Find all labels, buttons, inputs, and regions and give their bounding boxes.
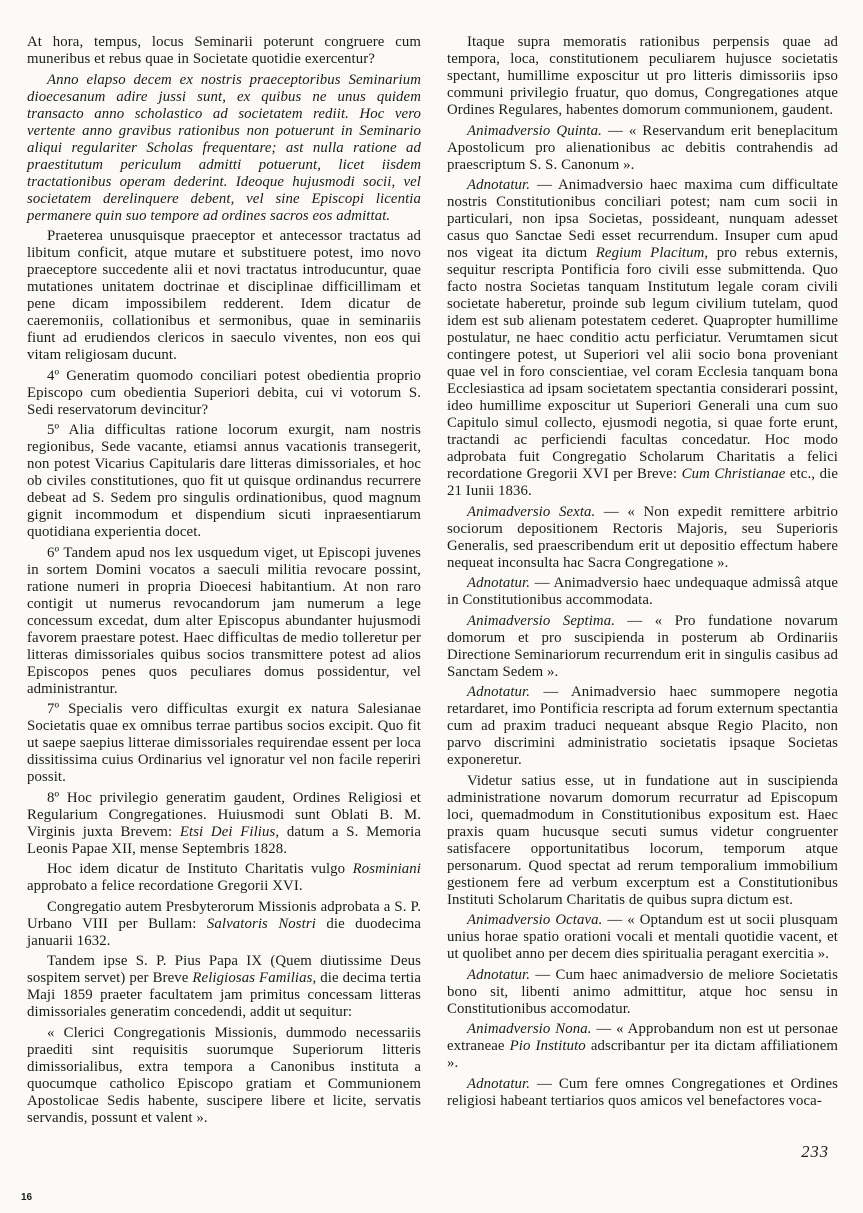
- italic-text-run: Animadversio Nona.: [467, 1021, 592, 1037]
- paragraph: [447, 1021, 838, 1072]
- paragraph: [27, 422, 421, 541]
- text-run: — « Optandum est ut socii plusquam unius horae spatio orationi vocali et mentali quotidie vacent, et ut quolibet anno per decem dies spiritualia peragant exercitia ».: [447, 912, 838, 962]
- italic-text-run: Rosminiani: [352, 861, 421, 877]
- text-run: etc., die 21 Iunii 1836.: [447, 466, 838, 499]
- italic-text-run: Cum Christianae: [681, 466, 786, 482]
- text-run: Praeterea unusquisque praeceptor et antecessor tractatus ad libitum conficit, atque mutare et substituere potest, imo novo praeceptore succedente alii et novi tractatus introducuntur, quae mutationes unitatem doctrinae et disciplinae difficillimam et pene dicam impossibilem redderent. Idem dicatur de caeremoniis, collationibus et sermonibus, quae in seminariis fiunt ad erudiendos clericos in saeculo viventes, non eos qui vitam religiosam ducunt.: [27, 228, 421, 363]
- text-run: approbato a felice recordatione Gregorii XVI.: [27, 878, 303, 894]
- italic-text-run: Salvatoris Nostri: [206, 915, 316, 932]
- paragraph: [27, 1025, 421, 1127]
- text-run: 6º Tandem apud nos lex usquedum viget, ut Episcopi juvenes in sortem Domini vocatos a saeculi militia revocare possint, ratione numeri in propria Dioecesi habitantium. At non raro contigit ut numerus revocandorum jam numerum a lege concessum excedat, dum alter Episcopus abundanter hujusmodi favorem praestare potest. Haec difficultas de medio tolleretur per litteras dimissoriales quibus socios transmittere potest ad alios Episcopos penes quos peculiares domus possidentur, vel administrantur.: [27, 544, 421, 697]
- italic-text-run: Adnotatur.: [467, 684, 531, 700]
- text-run: 5º Alia difficultas ratione locorum exurgit, nam nostris regionibus, Sede vacante, etiamsi annus vacationis transegerit, non potest Vicarius Capitularis dare litteras dimissoriales, et hoc ob civiles constitutiones, quo fit ut quisque ordinandus recurrere debeat ad S. Sedem pro singulis ordinationibus, quod magnum gignit incommodum et dispendium sicuti inpraesentiarum quotidiana experientia docet.: [27, 422, 421, 540]
- paragraph: [27, 72, 421, 225]
- text-run: At hora, tempus, locus Seminarii poterunt congruere cum muneribus et rebus quae in Societate quotidie exercentur?: [27, 34, 421, 67]
- text-run: — Cum haec animadversio de meliore Societatis bono sit, libenti animo admittitur, atque hoc sensu in Constitutionibus accomodatur.: [447, 966, 838, 1017]
- text-run: , pro rebus externis, sequitur rescripta Pontificia foro civili esse submittenda. Quo facto nostra Societas tanquam Institutum legale coram civili societate haberetur, proinde sub legum civilium tutelam, quod idem est sub alienam potestatem cederet. Quapropter humillime postulatur, ne haec conditio actu perficiatur. Verumtamen sicut contingere potest, ut Superiori vel alii socio bona proveniant quae vel in foro conscientiae, vel coram Ecclesia tanquam bona Ecclesiastica ad ipsam societatem spectantia considerari possint, ideo humillime exposcitur ut Superiori Generali una cum suo Capitulo simul collecto, ejusmodi negotia, si quae forte erunt, tractandi ac perficiendi facultas concedatur. Hoc modo adprobata fuit Congregatio Scholarum Charitatis a felici recordatione Gregorii XVI per Breve:: [447, 245, 839, 482]
- text-run: — Animadversio haec undequaque admissâ atque in Constitutionibus accommodata.: [447, 575, 838, 608]
- paragraph: [27, 790, 421, 858]
- italic-text-run: Regium Placitum: [595, 245, 705, 261]
- paragraph: [447, 123, 838, 174]
- paragraph: [447, 575, 838, 609]
- paragraph: [27, 953, 421, 1021]
- right-column: [447, 34, 838, 1130]
- text-columns: [27, 34, 838, 1130]
- italic-text-run: Animadversio Quinta.: [467, 122, 602, 139]
- italic-text-run: Animadversio Septima.: [467, 612, 615, 629]
- italic-text-run: Adnotatur.: [467, 575, 531, 591]
- text-run: « Clerici Congregationis Missionis, dummodo necessariis praediti sint requisitis suorumque Superiorum litteris dimissorialibus, extra tempora a Canonibus instituta a quocumque catholico Episcopo gratiam et Communionem Apostolicae Sedis habente, suscipere libere et licite, servatis servandis, possunt et valent ».: [27, 1024, 421, 1126]
- signature-mark: 16: [21, 1192, 33, 1203]
- paragraph: [447, 1076, 838, 1110]
- italic-text-run: Adnotatur.: [467, 1075, 531, 1092]
- text-run: Videtur satius esse, ut in fundatione aut in suscipienda administratione novarum domorum recurratur ad Episcopum loci, quemadmodum in Constitutionibus expositum est. Haec praxis quam hucusque secuti sumus videtur congruenter satisfacere opportunitatibus locorum, temporum atque personarum. Quod spectat ad rerum temporalium immobilium gestionem fere ad verbum excerptum est a Constitutionibus Instituti Scholarum Charitatis de quibus supra dictum est.: [447, 772, 838, 908]
- text-run: — Cum fere omnes Congregationes et Ordines religiosi habeant tertiarios quos amicos vel benefactores voca-: [447, 1075, 838, 1109]
- italic-text-run: Adnotatur.: [467, 177, 531, 193]
- text-run: die duodecima januarii 1632.: [27, 915, 421, 949]
- left-column: [27, 34, 421, 1130]
- text-run: — « Approbandum non est ut personae extraneae: [447, 1021, 838, 1054]
- italic-text-run: Religiosas Familias: [192, 970, 313, 986]
- paragraph: [27, 34, 421, 68]
- italic-text-run: Adnotatur.: [467, 966, 531, 983]
- italic-text-run: Anno elapso decem ex nostris praeceptoribus Seminarium dioecesanum adire jussi sunt, ex quibus ne unus quidem transacto anno scholastico ad societatem rediit. Hoc vero vertente anno gravibus rationibus non potuerunt in Seminario aliqui regulariter Scholas frequentare; ast nulla ratione ad praestitutum periculum admitti potuerunt, licet iisdem tractationibus operam dederint. Ideoque hujusmodi socii, vel societatem derelinquere debent, vel sine Episcopi licentia permanere quin suo tempore ad ordines sacros eos admittat.: [27, 71, 421, 224]
- italic-text-run: Etsi Dei Filius: [179, 823, 276, 840]
- paragraph: [447, 177, 838, 500]
- paragraph: [447, 967, 838, 1018]
- paragraph: [447, 773, 838, 909]
- text-run: 4º Generatim quomodo conciliari potest obedientia proprio Episcopo cum obedientia Superiori debita, cui vi votorum S. Sedi reservatorum devincitur?: [27, 367, 421, 418]
- text-run: Congregatio autem Presbyterorum Missionis adprobata a S. P. Urbano VIII per Bullam:: [27, 898, 421, 932]
- text-run: — Animadversio haec maxima cum difficultate nostris Constitutionibus conciliari potest; nam cum socii in particulari, non ipsa Societas, possideant, nunquam adesset casus quo Sanctae Sedi esset recurrendum. Insuper cum apud nos vigeat ita dictum: [447, 177, 838, 261]
- paragraph: [447, 34, 838, 119]
- text-run: 7º Specialis vero difficultas exurgit ex natura Salesianae Societatis quae ex omnibus terrae partibus socios excipit. Quo fit ut saepe saepius litterae dimissoriales requirendae essent per loca dissitissima cuius Ordinarius vel ignoratur vel non facile reperiri possit.: [27, 701, 421, 785]
- paragraph: [447, 684, 838, 769]
- paragraph: [27, 368, 421, 419]
- text-run: — « Reservandum erit beneplacitum Apostolicum pro alienationibus ac debitis contrahendis ad praescriptum S. S. Canonum ».: [447, 122, 838, 173]
- text-run: adscribantur per ita dictam affiliationem ».: [447, 1038, 839, 1071]
- text-run: , die decima tertia Maji 1859 praeter facultatem jam primitus concessam litteras dimissoriales generatim concedendi, addit ut sequitur:: [27, 970, 421, 1020]
- text-run: 8º Hoc privilegio generatim gaudent, Ordines Religiosi et Regularium Congregationes. Huiusmodi sunt Oblati B. M. Virginis juxta Brevem:: [27, 789, 421, 840]
- text-run: — Animadversio haec summopere negotia retardaret, imo Pontificia rescripta ad forum externum spectantia cum ad praxim traduci nequeant absque Regio Placito, non parvo discrimini administratio societatis ipsaque Societas exponeretur.: [447, 684, 838, 768]
- paragraph: [447, 504, 838, 572]
- paragraph: [27, 899, 421, 950]
- text-run: Hoc idem dicatur de Instituto Charitatis vulgo: [47, 861, 353, 877]
- text-run: — « Non expedit remittere arbitrio sociorum depositionem Rectoris Majoris, seu Superioris Generalis, sed praescribendum erit ut depositio effectum habere nequeat inconsulta hac Sacra Congregatione ».: [447, 503, 838, 571]
- paragraph: [27, 861, 421, 895]
- paragraph: [27, 545, 421, 698]
- text-run: Itaque supra memoratis rationibus perpensis quae ad tempora, loca, constitutionem peculiarem hujusce societatis spectant, humillime exposcitur ut pro litteris dimissoriis ipso communi privilegio fruatur, quo domus, Congregationes atque Ordines Regulares, habentes domorum communionem, gaudent.: [447, 34, 838, 118]
- text-run: — « Pro fundatione novarum domorum et pro suscipienda in posterum ab Ordinariis Directione Seminariorum recurrendum erit in singulis casibus ad Sanctam Sedem ».: [447, 612, 838, 680]
- paragraph: [447, 912, 838, 963]
- italic-text-run: Animadversio Octava.: [467, 912, 603, 928]
- italic-text-run: Pio Instituto: [509, 1038, 586, 1054]
- paragraph: [447, 613, 838, 681]
- paragraph: [27, 701, 421, 786]
- text-run: Tandem ipse S. P. Pius Papa IX (Quem diutissime Deus sospitem servet) per Breve: [27, 953, 421, 986]
- italic-text-run: Animadversio Sexta.: [467, 503, 596, 520]
- page-number: 233: [801, 1142, 829, 1161]
- text-run: , datum a S. Memoria Leonis Papae XII, mense Septembris 1828.: [27, 823, 422, 857]
- paragraph: [27, 228, 421, 364]
